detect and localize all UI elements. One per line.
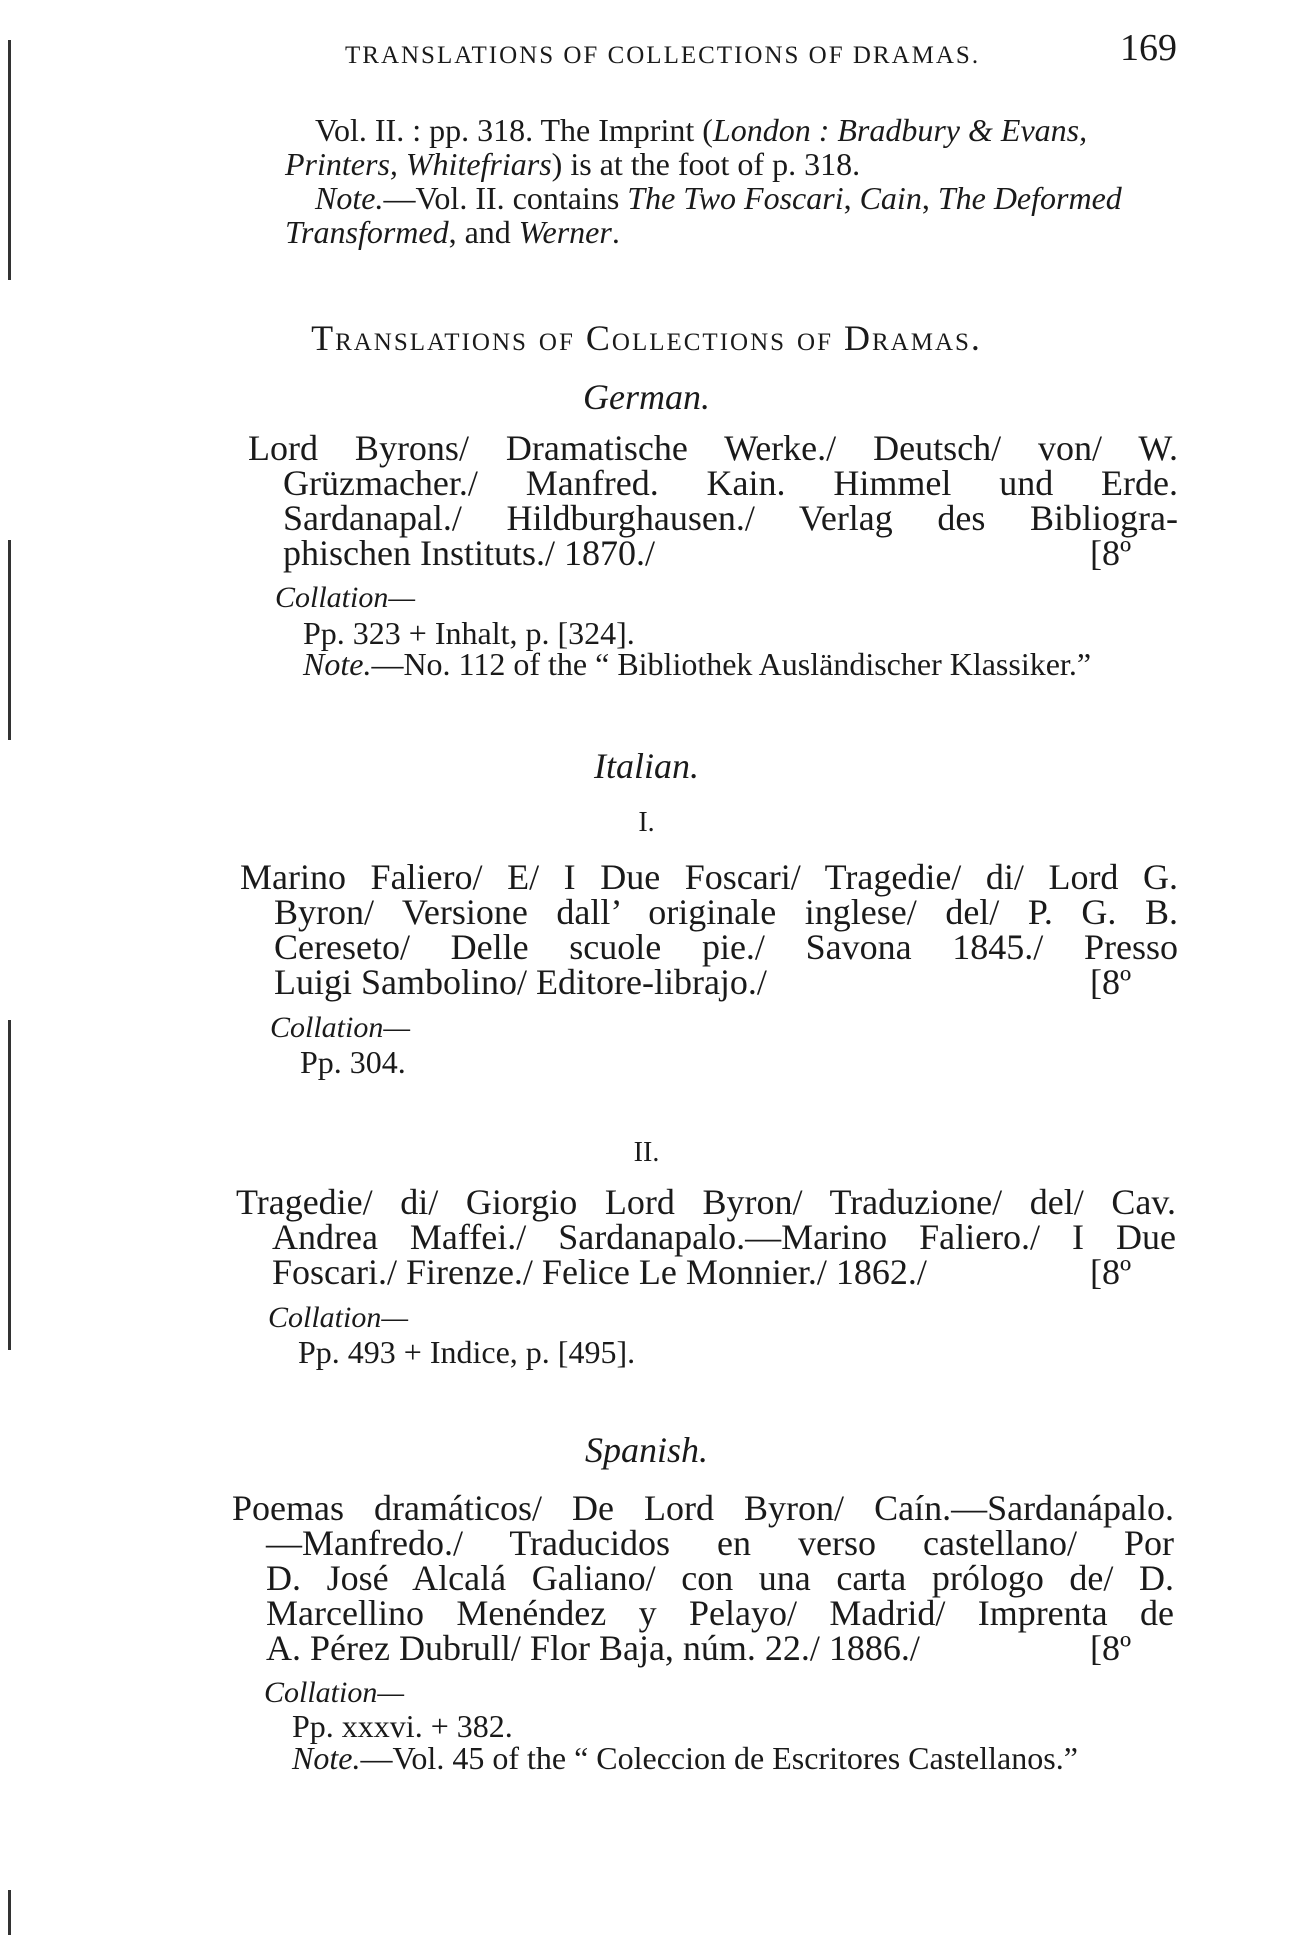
page-number: 169	[1120, 27, 1177, 69]
spanish-format: [8º	[1090, 1628, 1132, 1668]
binding-edge-mark	[8, 40, 11, 280]
spanish-entry-line: A. Pérez Dubrull/ Flor Baja, núm. 22./ 1886./	[266, 1628, 920, 1668]
italian-entry-1-line: Marino Faliero/ E/ I Due Foscari/ Tragedie/ di/ Lord G.	[240, 857, 1178, 897]
italian-entry-2-numeral: II.	[633, 1137, 660, 1168]
german-collation: Pp. 323 + Inhalt, p. [324].	[303, 615, 635, 651]
italian-entry-1-line: Byron/ Versione dall’ originale inglese/ del/ P. G. B.	[274, 892, 1178, 932]
german-entry-line: Lord Byrons/ Dramatische Werke./ Deutsch/ von/ W.	[248, 428, 1178, 468]
german-note: Note.—No. 112 of the “ Bibliothek Ausländischer Klassiker.”	[303, 646, 1092, 682]
italian-entry-2-collation-label: Collation—	[268, 1301, 409, 1334]
italian-heading: Italian.	[594, 746, 699, 786]
italian-entry-1-numeral: I.	[638, 807, 655, 838]
spanish-heading: Spanish.	[584, 1430, 708, 1470]
section-title: Translations of Collections of Dramas.	[311, 318, 982, 358]
binding-edge-mark	[8, 1020, 11, 1350]
spanish-entry-line: Marcellino Menéndez y Pelayo/ Madrid/ Imprenta de	[266, 1593, 1174, 1633]
spanish-note: Note.—Vol. 45 of the “ Coleccion de Escritores Castellanos.”	[292, 1740, 1078, 1776]
binding-edge-mark	[8, 1890, 11, 1935]
italian-entry-1-collation-label: Collation—	[270, 1011, 411, 1044]
italian-entry-2-format: [8º	[1090, 1252, 1132, 1292]
spanish-entry-line: Poemas dramáticos/ De Lord Byron/ Caín.—Sardanápalo.	[232, 1488, 1174, 1528]
spanish-collation-label: Collation—	[264, 1676, 405, 1709]
running-head-title: TRANSLATIONS OF COLLECTIONS OF DRAMAS.	[345, 42, 981, 69]
german-entry-line: Grüzmacher./ Manfred. Kain. Himmel und Erde.	[283, 463, 1178, 503]
spanish-entry-line: D. José Alcalá Galiano/ con una carta prólogo de/ D.	[266, 1558, 1174, 1598]
spanish-collation: Pp. xxxvi. + 382.	[292, 1708, 513, 1744]
italian-entry-2-collation: Pp. 493 + Indice, p. [495].	[298, 1334, 636, 1370]
binding-edge-mark	[8, 540, 11, 740]
intro-line-2: Printers, Whitefriars) is at the foot of p. 318.	[285, 146, 861, 182]
italian-entry-2-line: Tragedie/ di/ Giorgio Lord Byron/ Traduzione/ del/ Cav.	[236, 1182, 1176, 1222]
spanish-entry-line: —Manfredo./ Traducidos en verso castellano/ Por	[266, 1523, 1174, 1563]
italian-entry-2-line: Foscari./ Firenze./ Felice Le Monnier./ 1862./	[272, 1252, 927, 1292]
italian-entry-1-collation: Pp. 304.	[300, 1044, 406, 1080]
italian-entry-1-format: [8º	[1090, 962, 1132, 1002]
german-entry-line: Sardanapal./ Hildburghausen./ Verlag des Bibliogra-	[283, 498, 1178, 538]
italian-entry-1-line: Cereseto/ Delle scuole pie./ Savona 1845./ Presso	[274, 927, 1178, 967]
german-entry-line: phischen Instituts./ 1870./	[283, 533, 655, 573]
intro-line-4: Transformed, and Werner.	[285, 214, 620, 250]
italian-entry-1-line: Luigi Sambolino/ Editore-librajo./	[274, 962, 767, 1002]
german-format: [8º	[1090, 533, 1132, 573]
intro-line-3: Note.—Vol. II. contains The Two Foscari, Cain, The Deformed	[315, 180, 1122, 216]
italian-entry-2-line: Andrea Maffei./ Sardanapalo.—Marino Faliero./ I Due	[272, 1217, 1176, 1257]
german-collation-label: Collation—	[275, 581, 416, 614]
german-heading: German.	[583, 377, 710, 417]
intro-line-1: Vol. II. : pp. 318. The Imprint (London : Bradbury & Evans,	[315, 112, 1088, 148]
